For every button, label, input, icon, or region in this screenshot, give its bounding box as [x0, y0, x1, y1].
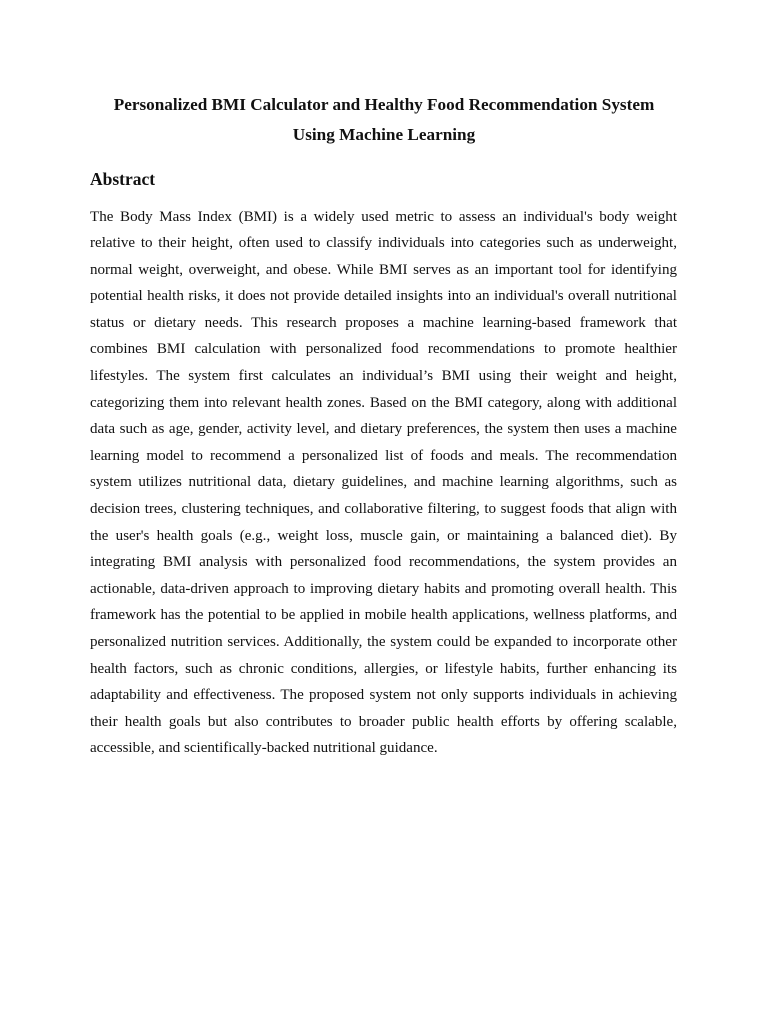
- title-line-2: Using Machine Learning: [292, 125, 476, 144]
- abstract-paragraph: The Body Mass Index (BMI) is a widely used metric to assess an individual's body weight relative to their height, often used to classify individuals into categories such as underweight, normal weight, overweight, and obese. While BMI serves as an important tool for identifying potential health risks, it does not provide detailed insights into an individual's overall nutritional status or dietary needs. This research proposes a machine learning-based framework that combines BMI calculation with personalized food recommendations to promote healthier lifestyles. The system first calculates an individual’s BMI using their weight and height, categorizing them into relevant health zones. Based on the BMI category, along with additional data such as age, gender, activity level, and dietary preferences, the system then uses a machine learning model to recommend a personalized list of foods and meals. The recommendation system utilizes nutritional data, dietary guidelines, and machine learning algorithms, such as decision trees, clustering techniques, and collaborative filtering, to suggest foods that align with the user's health goals (e.g., weight loss, muscle gain, or maintaining a balanced diet). By integrating BMI analysis with personalized food recommendations, the system provides an actionable, data-driven approach to improving dietary habits and promoting overall health. This framework has the potential to be applied in mobile health applications, wellness platforms, and personalized nutrition services. Additionally, the system could be expanded to incorporate other health factors, such as chronic conditions, allergies, or lifestyle habits, further enhancing its adaptability and effectiveness. The proposed system not only supports individuals in achieving their health goals but also contributes to broader public health efforts by offering scalable, accessible, and scientifically-backed nutritional guidance.: [90, 208, 677, 757]
- abstract-heading: Abstract: [90, 169, 156, 189]
- document-title: [60, 90, 708, 150]
- title-line-1: Personalized BMI Calculator and Healthy Food Recommendation System: [113, 95, 655, 114]
